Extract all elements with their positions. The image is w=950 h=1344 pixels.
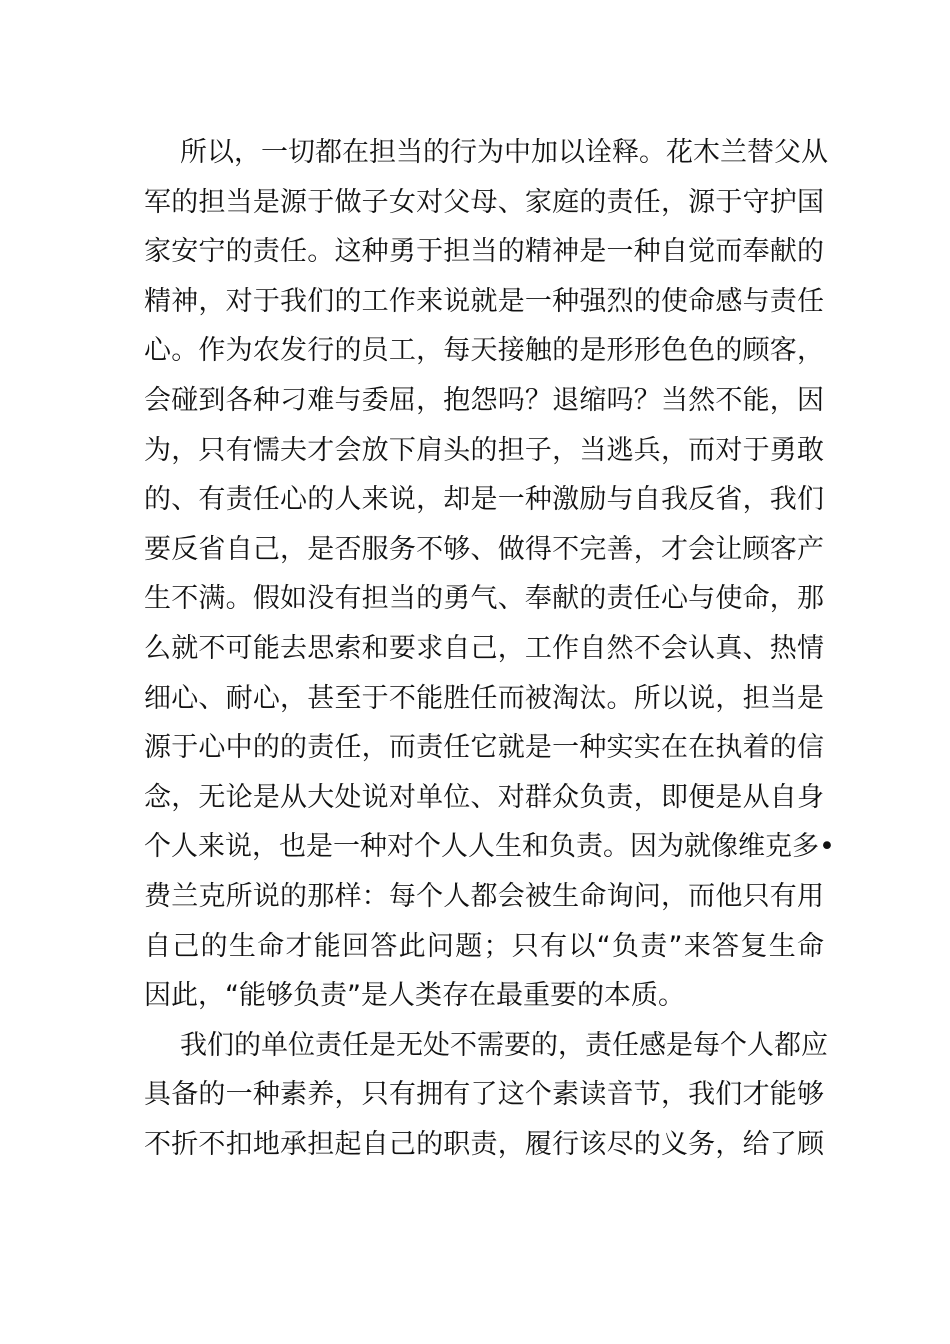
text-line: 费兰克所说的那样：每个人都会被生命询问，而他只有用 [144, 880, 824, 912]
text-line: 家安宁的责任。这种勇于担当的精神是一种自觉而奉献的 [144, 236, 824, 268]
text-line: 为，只有懦夫才会放下肩头的担子，当逃兵，而对于勇敢 [144, 434, 824, 466]
text-line: 因此，“能够负责”是人类存在最重要的本质。 [144, 980, 685, 1012]
text-line: 军的担当是源于做子女对父母、家庭的责任，源于守护国 [144, 186, 824, 218]
text-line: 精神，对于我们的工作来说就是一种强烈的使命感与责任 [144, 285, 824, 317]
text-line: 么就不可能去思索和要求自己，工作自然不会认真、热情 [144, 632, 824, 664]
paragraph-2 [144, 1021, 828, 1170]
text-line: 的、有责任心的人来说，却是一种激励与自我反省，我们 [144, 484, 824, 516]
text-line: 我们的单位责任是无处不需要的，责任感是每个人都应 [180, 1029, 828, 1061]
paragraph-1 [144, 128, 835, 1021]
text-line: 念，无论是从大处说对单位、对群众负责，即便是从自身 [144, 781, 824, 813]
body-text [144, 128, 835, 1169]
text-line: 具备的一种素养，只有拥有了这个素读音节，我们才能够 [144, 1079, 824, 1111]
text-line: 所以，一切都在担当的行为中加以诠释。花木兰替父从 [180, 137, 828, 168]
text-line: 生不满。假如没有担当的勇气、奉献的责任心与使命，那 [144, 583, 824, 615]
text-line: 细心、耐心，甚至于不能胜任而被淘汰。所以说，担当是 [144, 682, 824, 714]
text-line: 源于心中的的责任，而责任它就是一种实实在在执着的信 [144, 732, 824, 764]
text-line: 自己的生命才能回答此问题；只有以“负责”来答复生命 [144, 930, 824, 962]
text-line: 个人来说，也是一种对个人人生和负责。因为就像维克多• [144, 831, 835, 863]
text-line: 会碰到各种刁难与委屈，抱怨吗？退缩吗？当然不能，因 [144, 384, 824, 416]
text-line: 不折不扣地承担起自己的职责，履行该尽的义务，给了顾 [144, 1128, 824, 1160]
text-line: 要反省自己，是否服务不够、做得不完善，才会让顾客产 [144, 533, 824, 565]
text-line: 心。作为农发行的员工，每天接触的是形形色色的顾客， [144, 335, 824, 367]
